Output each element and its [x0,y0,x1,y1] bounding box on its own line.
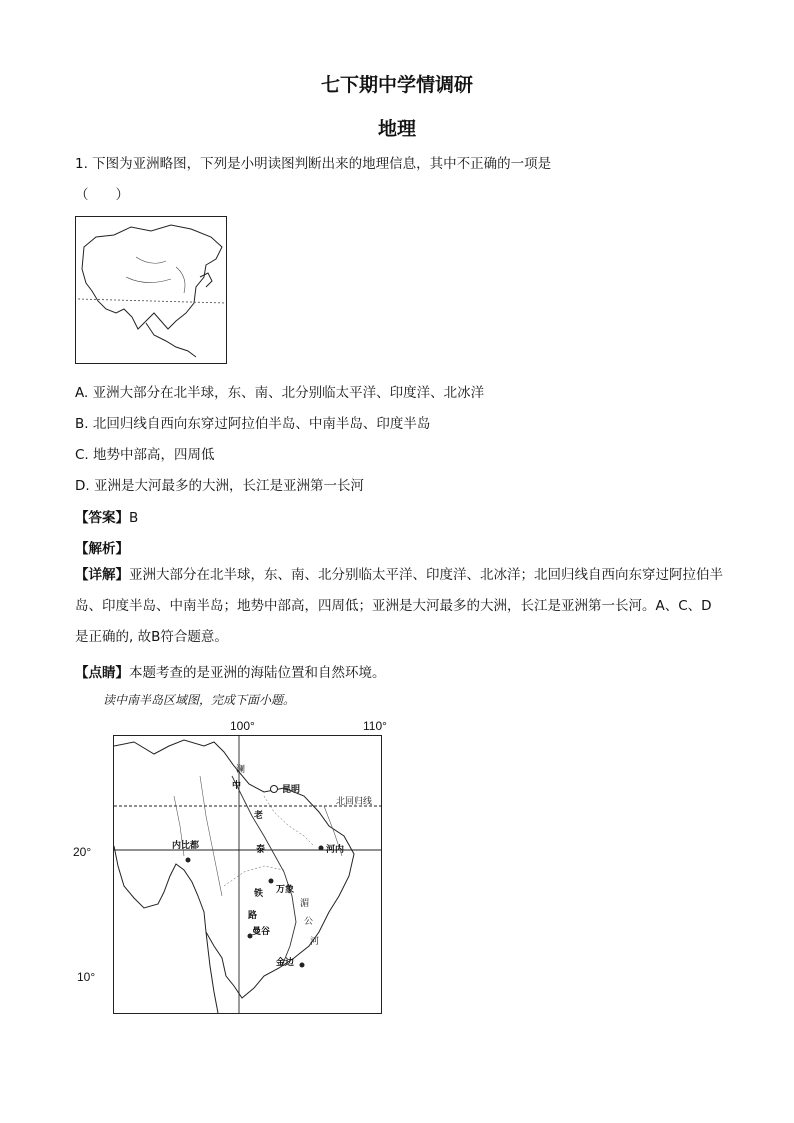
lon-label-110: 110° [363,719,387,733]
label-kunming: 昆明 [282,785,301,795]
indochina-map-drawing [114,736,381,1013]
label-lan: 澜 [236,765,246,775]
lon-label-100: 100° [230,719,255,733]
label-lao: 老 [254,811,264,821]
analysis-tag: 【解析】 [75,541,129,557]
label-naypyidaw: 内比都 [172,841,200,851]
option-d: D. 亚洲是大河最多的大洲，长江是亚洲第一长河 [75,478,364,494]
detail-paragraph [75,560,725,653]
detail-text: 亚洲大部分在北半球，东、南、北分别临太平洋、印度洋、北冰洋；北回归线自西向东穿过阿拉伯半岛、印度半岛、中南半岛；地势中部高，四周低；亚洲是大河最多的大洲，长江是亚洲第一长河。A、C、D是正确的, 故B符合题意。 [75,567,723,645]
tip-text: 本题考查的是亚洲的海陆位置和自然环境。 [129,665,386,681]
question-stem: 1. 下图为亚洲略图，下列是小明读图判断出来的地理信息，其中不正确的一项是 [75,156,552,172]
label-vientiane: 万象 [276,885,295,895]
option-b: B. 北回归线自西向东穿过阿拉伯半岛、中南半岛、印度半岛 [75,416,431,432]
label-zhong: 中 [232,781,242,791]
label-he: 河 [310,937,320,947]
map-caption: 读中南半岛区域图，完成下面小题。 [103,693,296,707]
tip-tag: 【点睛】 [75,665,129,681]
option-a: A. 亚洲大部分在北半球，东、南、北分别临太平洋、印度洋、北冰洋 [75,385,485,401]
answer-tag: 【答案】 [75,510,129,526]
page-title: 七下期中学情调研 [320,74,473,96]
label-hanoi: 河内 [326,845,345,855]
detail-tag: 【详解】 [75,567,129,583]
label-mei: 湄 [300,899,310,909]
asia-map-drawing [76,217,226,363]
option-c: C. 地势中部高，四周低 [75,447,215,463]
answer-line [75,506,138,526]
subject-title: 地理 [377,118,416,140]
asia-map [75,216,227,364]
tip-line [75,661,386,681]
label-gong: 公 [304,917,314,927]
label-lu: 路 [248,911,258,921]
lat-label-10: 10° [77,970,96,984]
lat-label-20: 20° [73,845,92,859]
analysis-line [75,537,129,557]
label-tropic: 北回归线 [336,797,373,807]
label-phnompenh: 金边 [276,958,295,968]
answer-value: B [129,510,139,526]
answer-blank: （ ） [75,187,129,203]
label-bangkok: 曼谷 [252,927,271,937]
label-tai: 泰 [256,845,266,855]
label-tie: 铁 [254,889,264,899]
indochina-map [113,735,382,1014]
